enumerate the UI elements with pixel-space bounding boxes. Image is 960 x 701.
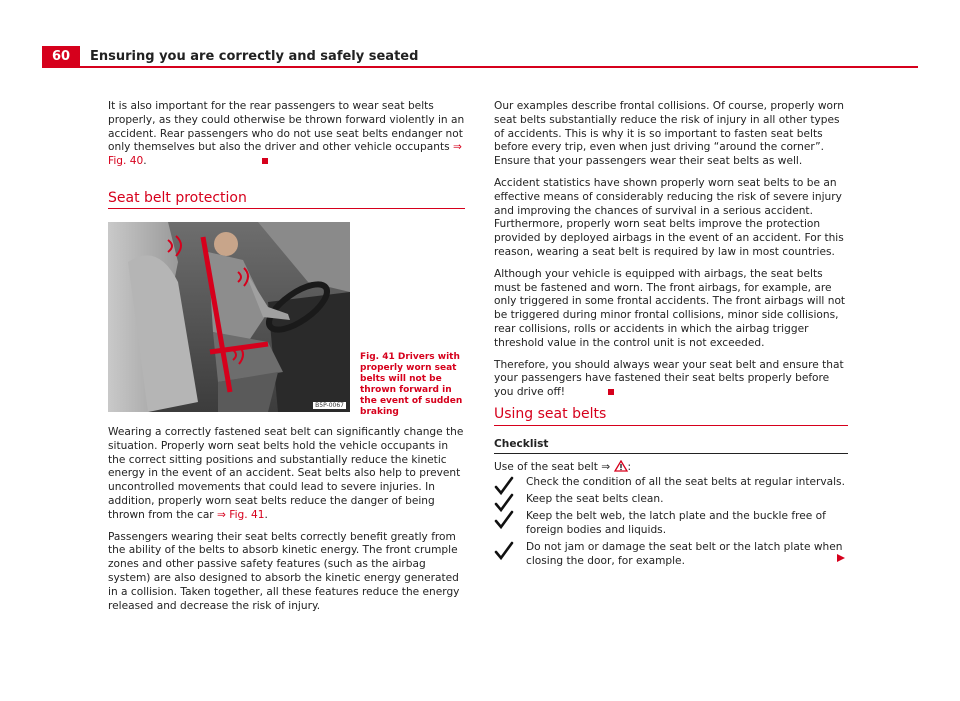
driver-seat-belt-illustration [108,222,350,412]
right-column-body [494,100,850,408]
section-title-protection: Seat belt protection [108,190,247,206]
checklist-item [494,476,850,492]
section-title-using: Using seat belts [494,406,607,422]
section-end-mark [608,389,614,395]
right-paragraph-2: Accident statistics have shown properly worn seat belts to be an effective means of considerably reducing the risk of severe injury and improving the chances of survival in a serious accident. Furthermore, properly worn seat belts improve the protection provided by deployed airbags in the event of an accident. For this reason, wearing a seat belt is required by law in most countries. [494,176,844,258]
protection-paragraph-2: Passengers wearing their seat belts correctly benefit greatly from the ability of the belts to absorb kinetic energy. The front crumple zones and other passive safety features (such as the airbag system) are also designed to absorb the kinetic energy generated in a collision. Taken together, all these features reduce the energy released and decrease the risk of injury. [108,530,460,612]
checklist-intro-text: Use of the seat belt ⇒ [494,461,611,473]
checklist-item [494,510,850,540]
checklist-item-text: Check the condition of all the seat belts at regular intervals. [526,476,845,488]
right-paragraph-3: Although your vehicle is equipped with airbags, the seat belts must be fastened and worn. The front airbags, for example, are only triggered in some frontal accidents. The front airbags will not be triggered during minor frontal collisions, minor side collisions, rear collisions, rolls or accidents in which the airbag trigger threshold value in the control unit is not exceeded. [494,267,846,349]
checklist-item-text: Do not jam or damage the seat belt or the latch plate when closing the door, for example. [526,541,843,567]
intro-text: It is also important for the rear passengers to wear seat belts properly, as they could otherwise be thrown forward violently in an accident. Rear passengers who do not use seat belts endanger not only themselves but also the driver and other vehicle occupants [108,100,465,154]
right-paragraph-4 [494,359,850,400]
figure-code: B5P-0067 [315,402,344,409]
fig-40-link[interactable]: ⇒ Fig. 40 [108,141,462,168]
warning-triangle-icon[interactable] [614,460,628,472]
checkmark-icon [494,541,514,561]
checklist-item [494,493,850,509]
checklist-item [494,541,850,571]
checkmark-icon [494,510,514,530]
figure-caption: Fig. 41 Drivers with properly worn seat belts will not be thrown forward in the event of sudden braking [360,352,463,417]
checklist-title: Checklist [494,438,549,450]
intro-paragraph: It is also important for the rear passengers to wear seat belts properly, as they could otherwise be thrown forward violently in an accident. Rear passengers who do not use seat belts endanger not only themselves but also the driver and other vehicle occupants ⇒ Fig. 40. [108,100,465,168]
header-rule [80,66,918,68]
checklist-colon: : [627,461,632,473]
section-rule [494,425,848,426]
checklist-item-text: Keep the seat belts clean. [526,493,664,505]
figure-41-image [108,222,350,412]
left-column-intro [108,100,466,177]
paragraph-text: Therefore, you should always wear your seat belt and ensure that your passengers have fastened their seat belts properly before you drive off! [494,358,844,399]
protection-paragraph-1: Wearing a correctly fastened seat belt can significantly change the situation. Properly worn seat belts hold the vehicle occupants in the correct sitting positions and substantially reduce the kinetic energy in the event of an accident. Seat belts also help to prevent uncontrolled movements that could lead to severe injuries. In addition, properly worn seat belts reduce the danger of being thrown from the car ⇒ Fig. 41. [108,426,464,521]
checklist-item-text: Keep the belt web, the latch plate and the buckle free of foreign bodies and liquids. [526,510,826,536]
section-rule [108,208,465,209]
right-paragraph-1: Our examples describe frontal collisions. Of course, properly worn seat belts substantially reduce the risk of injury in all other types of accidents. This is why it is so important to fasten seat belts before every trip, even when just driving “around the corner”. Ensure that your passengers wear their seat belts as well. [494,100,844,168]
fig-41-link[interactable]: ⇒ Fig. 41 [217,508,265,521]
page-header-title: Ensuring you are correctly and safely seated [90,49,419,64]
continue-arrow-icon [836,553,846,563]
checklist-intro [494,460,631,473]
checklist-rule [494,453,848,454]
left-column-body [108,426,466,621]
page-number: 60 [42,46,80,68]
paragraph-text: Wearing a correctly fastened seat belt can significantly change the situation. Properly worn seat belts hold the vehicle occupants in the correct sitting positions and substantially reduce the kinetic energy in the event of an accident. Seat belts also help to prevent uncontrolled movements that could lead to severe injuries. In addition, properly worn seat belts reduce the danger of being thrown from the car [108,426,464,521]
section-end-mark [262,158,268,164]
